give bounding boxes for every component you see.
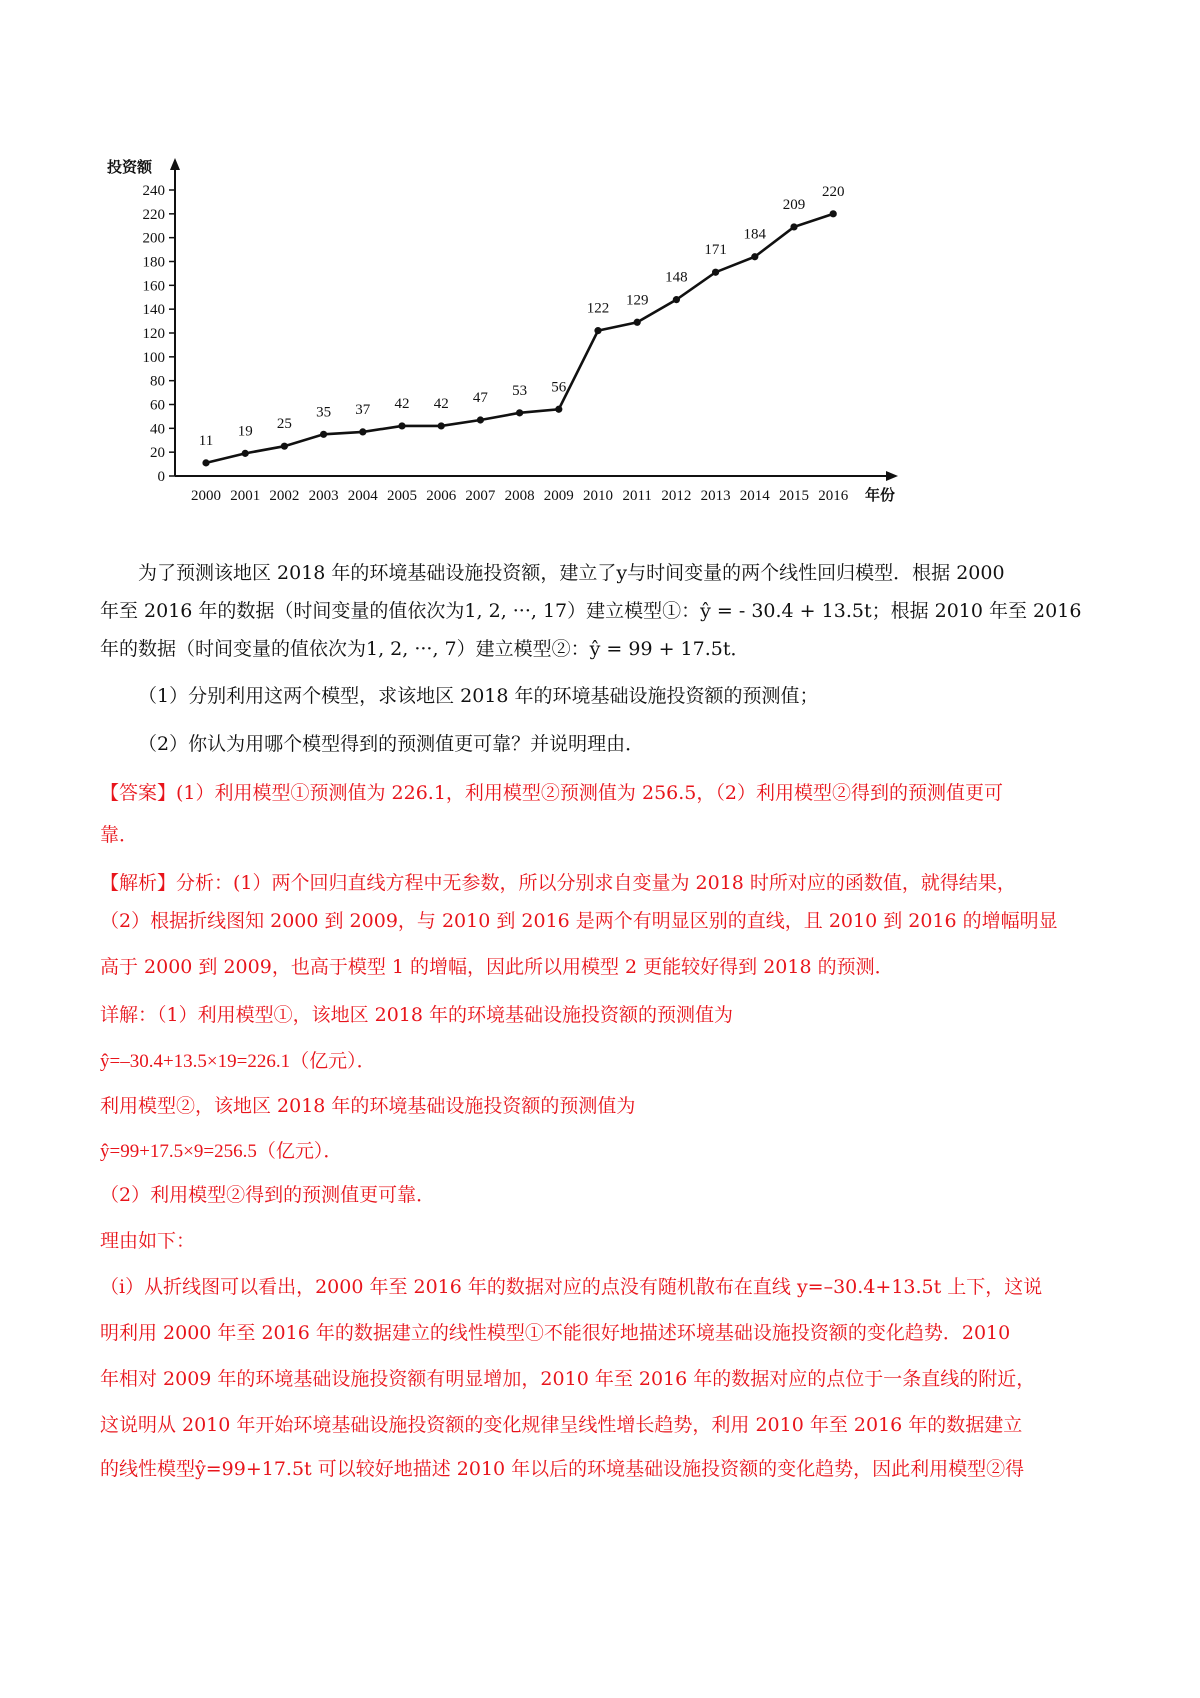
x-tick-label: 2012 — [661, 488, 692, 504]
x-tick-label: 2001 — [230, 488, 261, 504]
detail-line-11: 的线性模型ŷ=99+17.5t 可以较好地描述 2010 年以后的环境基础设施投资额的变化趋势，因此利用模型②得 — [100, 1458, 1025, 1480]
data-label: 37 — [355, 401, 371, 418]
data-point — [398, 422, 405, 429]
data-label: 184 — [743, 226, 767, 243]
y-tick-label: 140 — [142, 302, 165, 319]
detail-line-8: 明利用 2000 年至 2016 年的数据建立的线性模型①不能很好地描述环境基础设施投资额的变化趋势．2010 — [100, 1322, 1011, 1344]
data-point — [712, 269, 719, 276]
data-label: 25 — [276, 416, 292, 433]
detail-line-5: （2）利用模型②得到的预测值更可靠． — [100, 1184, 436, 1206]
x-tick-label: 2009 — [543, 488, 574, 504]
data-label: 129 — [625, 292, 649, 309]
detail-line-2: ŷ=–30.4+13.5×19=226.1（亿元）． — [100, 1051, 376, 1072]
x-tick-label: 2006 — [426, 488, 457, 504]
analysis-line-3: 高于 2000 到 2009，也高于模型 1 的增幅，因此所以用模型 2 更能较好得到 2018 的预测． — [100, 956, 894, 978]
x-tick-label: 2005 — [387, 488, 417, 504]
data-point — [359, 428, 366, 435]
analysis-line-1: 【解析】分析：(1）两个回归直线方程中无参数，所以分别求自变量为 2018 时所对应的函数值，就得结果， — [100, 872, 1016, 894]
data-label: 11 — [198, 432, 214, 449]
detail-line-9: 年相对 2009 年的环境基础设施投资额有明显增加，2010 年至 2016 年的数据对应的点位于一条直线的附近， — [100, 1368, 1036, 1390]
data-label: 19 — [237, 423, 253, 440]
detail-line-7: （i）从折线图可以看出，2000 年至 2016 年的数据对应的点没有随机散布在直线 y=–30.4+13.5t 上下，这说 — [100, 1276, 1043, 1298]
data-point — [202, 459, 209, 466]
data-point — [477, 416, 484, 423]
x-tick-label: 2010 — [583, 488, 613, 504]
x-tick-label: 2013 — [700, 488, 731, 504]
y-ticks — [143, 183, 176, 485]
x-axis-title: 年份 — [865, 488, 896, 504]
detail-line-4: ŷ=99+17.5×9=256.5（亿元）． — [100, 1141, 343, 1162]
x-axis-arrow — [886, 471, 898, 481]
data-label: 47 — [472, 389, 488, 406]
data-point — [555, 406, 562, 413]
y-tick-label: 40 — [150, 421, 165, 438]
data-label: 53 — [512, 382, 528, 399]
data-point — [790, 223, 797, 230]
detail-line-3: 利用模型②，该地区 2018 年的环境基础设施投资额的预测值为 — [100, 1095, 636, 1117]
y-tick-label: 80 — [150, 373, 165, 390]
data-point — [242, 450, 249, 457]
x-tick-label: 2011 — [622, 488, 652, 504]
answer-line-1: 【答案】(1）利用模型①预测值为 226.1，利用模型②预测值为 256.5，（2）利用模型②得到的预测值更可 — [100, 782, 1003, 804]
detail-line-10: 这说明从 2010 年开始环境基础设施投资额的变化规律呈线性增长趋势，利用 2010 年至 2016 年的数据建立 — [100, 1414, 1023, 1436]
data-point — [281, 443, 288, 450]
data-label: 35 — [316, 404, 332, 421]
investment-line-chart — [105, 158, 1005, 508]
data-label: 122 — [586, 300, 610, 317]
x-tick-label: 2007 — [465, 488, 496, 504]
series-line — [206, 214, 833, 463]
x-tick-label: 2003 — [308, 488, 339, 504]
y-tick-label: 60 — [150, 397, 165, 414]
x-tick-label: 2000 — [191, 488, 221, 504]
data-label: 209 — [782, 196, 806, 213]
y-tick-label: 20 — [150, 445, 165, 462]
data-label: 56 — [551, 379, 567, 396]
x-tick-label: 2004 — [347, 488, 378, 504]
y-tick-label: 200 — [142, 230, 165, 247]
x-tick-label: 2008 — [504, 488, 535, 504]
data-label: 42 — [394, 395, 410, 412]
x-tick-label: 2015 — [779, 488, 809, 504]
data-point — [634, 319, 641, 326]
y-tick-label: 160 — [142, 278, 165, 295]
y-axis-arrow — [170, 158, 180, 170]
y-tick-label: 100 — [142, 349, 165, 366]
data-label: 42 — [433, 395, 449, 412]
data-point — [438, 422, 445, 429]
data-point — [673, 296, 680, 303]
y-tick-label: 120 — [142, 326, 165, 342]
data-points — [202, 210, 836, 466]
problem-line-2: 年至 2016 年的数据（时间变量的值依次为1, 2, ···, 17）建立模型①：ŷ = - 30.4 + 13.5t；根据 2010 年至 2016 — [100, 600, 1082, 622]
y-tick-label: 240 — [142, 183, 165, 199]
data-labels — [199, 184, 845, 449]
data-point — [516, 409, 523, 416]
analysis-line-2: （2）根据折线图知 2000 到 2009，与 2010 到 2016 是两个有明显区别的直线，且 2010 到 2016 的增幅明显 — [100, 910, 1058, 932]
data-label: 171 — [704, 242, 727, 259]
data-point — [751, 253, 758, 260]
data-point — [594, 327, 601, 334]
data-point — [320, 431, 327, 438]
detail-line-1: 详解：（1）利用模型①，该地区 2018 年的环境基础设施投资额的预测值为 — [100, 1004, 734, 1026]
question-2: （2）你认为用哪个模型得到的预测值更可靠？并说明理由． — [138, 733, 645, 755]
x-ticks — [191, 488, 849, 504]
x-tick-label: 2016 — [818, 488, 849, 504]
data-label: 220 — [821, 183, 845, 200]
y-axis-title: 投资额 — [107, 160, 153, 176]
x-tick-label: 2014 — [739, 488, 770, 504]
data-label: 148 — [665, 269, 688, 286]
y-tick-label: 220 — [142, 206, 165, 223]
data-point — [830, 210, 837, 217]
y-tick-label: 0 — [157, 469, 165, 485]
problem-line-3: 年的数据（时间变量的值依次为1, 2, ···, 7）建立模型②：ŷ = 99 + 17.5t． — [100, 638, 750, 660]
question-1: （1）分别利用这两个模型，求该地区 2018 年的环境基础设施投资额的预测值； — [138, 685, 819, 707]
chart-axes — [107, 158, 898, 504]
x-tick-label: 2002 — [269, 488, 300, 504]
problem-line-1: 为了预测该地区 2018 年的环境基础设施投资额，建立了y与时间变量的两个线性回归模型．根据 2000 — [138, 562, 1005, 584]
answer-line-2: 靠． — [100, 824, 139, 846]
y-tick-label: 180 — [142, 254, 165, 271]
detail-line-6: 理由如下： — [100, 1230, 196, 1252]
